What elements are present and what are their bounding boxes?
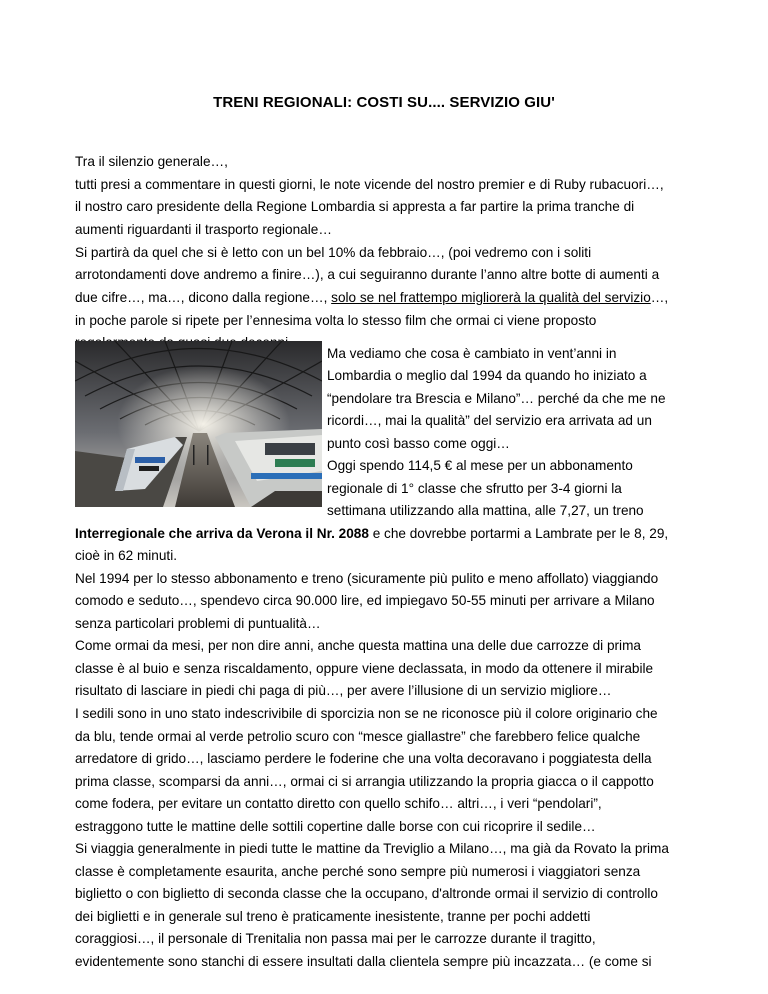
underlined-text: solo se nel frattempo migliorerà la qualità del servizio	[331, 290, 651, 305]
text-line: evidentemente sono stanchi di essere insultati dalla clientela sempre più incazzata… (e come si	[75, 954, 652, 969]
train-station-photo	[75, 341, 322, 507]
text-line: comodo e seduto…, spendevo circa 90.000 lire, ed impiegavo 50-55 minuti per arrivare a Milano	[75, 593, 655, 608]
text-run: e che dovrebbe portarmi a Lambrate per le 8, 29,	[368, 526, 669, 541]
text-line: il nostro caro presidente della Regione Lombardia si appresta a far partire la prima tranche di	[75, 199, 635, 214]
text-line	[75, 289, 668, 307]
text-line: arrotondamenti dove andremo a finire…), a cui seguiranno durante l’anno altre botte di aumenti a	[75, 267, 660, 282]
text-line	[75, 525, 668, 543]
text-line: classe è completamente esaurita, anche perché sono sempre più numerosi i viaggiatori senza	[75, 864, 641, 879]
text-line: in poche parole si ripete per l’ennesima volta lo stesso film che ormai ci viene proposto	[75, 313, 597, 328]
text-line: classe è al buio e senza riscaldamento, oppure viene declassata, in modo da ottenere il mirabile	[75, 661, 654, 676]
text-line: Ma vediamo che cosa è cambiato in vent’anni in	[327, 346, 617, 361]
document-title: TRENI REGIONALI: COSTI SU.... SERVIZIO GIU'	[213, 94, 555, 111]
text-run: due cifre…, ma…, dicono dalla regione…,	[75, 290, 332, 305]
text-line: senza particolari problemi di puntualità…	[75, 616, 321, 631]
text-line: prima classe, scomparsi da anni…, ormai ci si arrangia utilizzando la propria giacca o il cappotto	[75, 774, 654, 789]
text-line: aumenti riguardanti il trasporto regionale…	[75, 222, 332, 237]
text-line: I sedili sono in uno stato indescrivibile di sporcizia non se ne riconosce più il colore originario che	[75, 706, 658, 721]
text-line: dei biglietti e in generale sul treno è praticamente inesistente, tranne per pochi addetti	[75, 909, 591, 924]
text-run: …,	[650, 290, 669, 305]
text-line: “pendolare tra Brescia e Milano”… perché da che me ne	[327, 391, 666, 406]
text-line: Tra il silenzio generale…,	[75, 154, 228, 169]
text-line: Oggi spendo 114,5 € al mese per un abbonamento	[327, 458, 633, 473]
text-line: settimana utilizzando alla mattina, alle 7,27, un treno	[327, 503, 644, 518]
text-line: coraggiosi…, il personale di Trenitalia non passa mai per le carrozze durante il tragitto,	[75, 931, 596, 946]
text-line: regionale di 1° classe che sfrutto per 3-4 giorni la	[327, 481, 622, 496]
text-line: arredatore di grido…, lasciamo perdere le foderine che una volta decoravano i poggiatesta della	[75, 751, 652, 766]
text-line: Nel 1994 per lo stesso abbonamento e treno (sicuramente più pulito e meno affollato) viaggiando	[75, 571, 659, 586]
text-line: Come ormai da mesi, per non dire anni, anche questa mattina una delle due carrozze di prima	[75, 638, 641, 653]
bold-text: Interregionale che arriva da Verona il Nr. 2088	[75, 526, 369, 541]
text-line: Si viaggia generalmente in piedi tutte le mattine da Treviglio a Milano…, ma già da Rovato la prima	[75, 841, 669, 856]
text-line: biglietto o con biglietto di seconda classe che la occupano, d'altronde ormai il servizio di controllo	[75, 886, 658, 901]
text-line: cioè in 62 minuti.	[75, 548, 178, 563]
text-line: Si partirà da quel che si è letto con un bel 10% da febbraio…, (poi vedremo con i soliti	[75, 245, 592, 260]
text-line: ricordi…, mai la qualità” del servizio era arrivata ad un	[327, 413, 652, 428]
text-line: da blu, tende ormai al verde petrolio scuro con “mesce giallastre” che farebbero felice qualche	[75, 729, 641, 744]
text-line: Lombardia o meglio dal 1994 da quando ho iniziato a	[327, 368, 647, 383]
text-line: come fodera, per evitare un contatto diretto con quello schifo… altri…, i veri “pendolari”,	[75, 796, 602, 811]
text-line: risultato di lasciare in piedi chi paga di più…, per avere l’illusione di un servizio migliore…	[75, 683, 612, 698]
text-line: estraggono tutte le mattine delle sottili copertine dalle borse con cui ricoprire il sedile…	[75, 819, 596, 834]
text-line: tutti presi a commentare in questi giorni, le note vicende del nostro premier e di Ruby rubacuori…,	[75, 177, 664, 192]
text-line: punto così basso come oggi…	[327, 436, 510, 451]
